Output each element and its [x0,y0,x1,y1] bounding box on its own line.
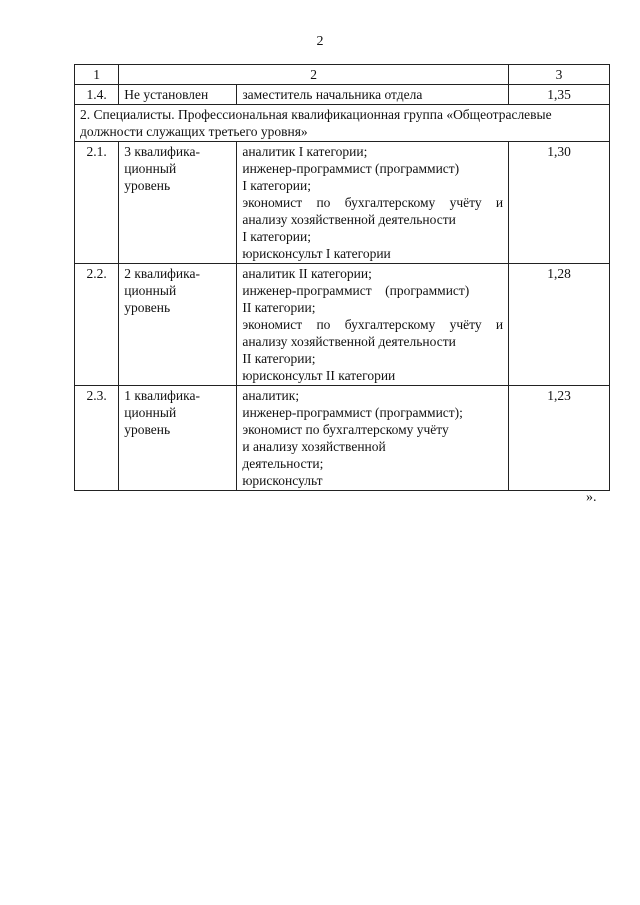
table-row-1-4 [75,85,610,105]
table-header-row [75,65,610,85]
coefficient: 1,30 [509,142,610,264]
page-number: 2 [316,34,324,49]
row-number: 1.4. [75,85,119,105]
qualification-level: 3 квалифика- ционный уровень [119,142,237,264]
coefficient: 1,35 [509,85,610,105]
qualification-level: 1 квалифика- ционный уровень [119,386,237,491]
table-row-2-2 [75,264,610,386]
position-list: заместитель начальника отдела [237,85,509,105]
table-row-2-1 [75,142,610,264]
position-list: аналитик I категории; инженер-программист (программист) I категории; экономист по бухгалтерскому учёту и анализу хозяйственной деятельности I категории; юрисконсульт I категории [237,142,509,264]
section-2-title: 2. Специалисты. Профессиональная квалификационная группа «Общеотраслевые должности служащих третьего уровня» [75,105,610,142]
header-col-3: 3 [509,65,610,85]
header-col-1: 1 [75,65,119,85]
qualification-table [74,64,610,491]
row-number: 2.1. [75,142,119,264]
row-number: 2.3. [75,386,119,491]
closing-quote-mark: ». [586,490,597,505]
position-list: аналитик; инженер-программист (программист); экономист по бухгалтерскому учёту и анализу хозяйственной деятельности; юрисконсульт [237,386,509,491]
qualification-level: Не установлен [119,85,237,105]
header-col-2: 2 [119,65,509,85]
section-2-row [75,105,610,142]
coefficient: 1,28 [509,264,610,386]
table-row-2-3 [75,386,610,491]
qualification-level: 2 квалифика- ционный уровень [119,264,237,386]
coefficient: 1,23 [509,386,610,491]
position-list: аналитик II категории; инженер-программист (программист) II категории; экономист по бухгалтерскому учёту и анализу хозяйственной деятельности II категории; юрисконсульт II категории [237,264,509,386]
row-number: 2.2. [75,264,119,386]
